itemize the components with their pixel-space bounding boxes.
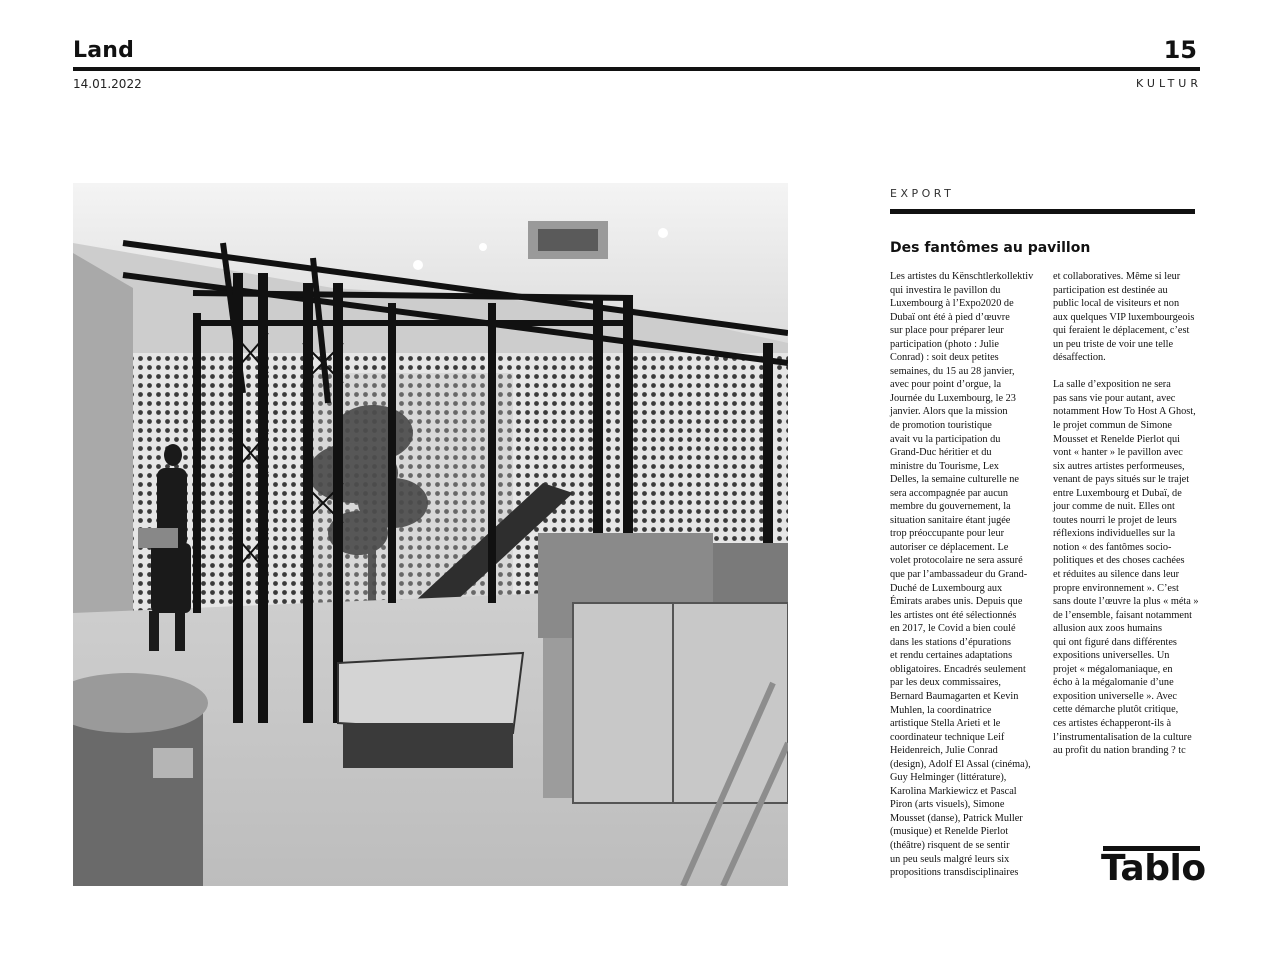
article-paragraph	[890, 270, 1040, 880]
article-line: de l’ensemble, faisant notamment	[1053, 609, 1192, 621]
article-line: vont « hanter » le pavillon avec	[1053, 447, 1183, 459]
article-line: écho à la mégalomanie d’une	[1053, 677, 1174, 689]
article-line: sans doute l’œuvre la plus « méta »	[1053, 596, 1199, 608]
masthead-name: Land	[73, 38, 135, 63]
article-line: Journée du Luxembourg, le 23	[890, 392, 1016, 404]
article-line: exposition universelle ». Avec	[1053, 690, 1177, 702]
article-line: propre environnement ». C’est	[1053, 582, 1179, 594]
article-line: dans les stations d’épurations	[890, 636, 1011, 648]
article-line: Mousset (danse), Patrick Muller	[890, 812, 1023, 824]
article-line: participation est destinée au	[1053, 284, 1168, 296]
article-column-1	[890, 270, 1040, 880]
article-line: de promotion touristique	[890, 420, 992, 432]
article-line: expositions universelles. Un	[1053, 650, 1170, 662]
article-line: politiques et des choses cachées	[1053, 555, 1185, 567]
article-line: obligatoires. Encadrés seulement	[890, 663, 1026, 675]
article-rubric: EXPORT	[890, 187, 955, 200]
article-line: allusion aux zoos humains	[1053, 623, 1162, 635]
article-line: désaffection.	[1053, 352, 1106, 364]
header-rule	[73, 67, 1200, 71]
article-line: venant de pays situés sur le trajet	[1053, 474, 1190, 486]
article-line: volet protocolaire ne sera assuré	[890, 555, 1023, 567]
page-number: 15	[1163, 36, 1197, 64]
article-line: Mousset et Renelde Pierlot qui	[1053, 433, 1180, 445]
article-line: par les deux commissaires,	[890, 677, 1001, 689]
article-line: toutes nourri le projet de leurs	[1053, 514, 1177, 526]
article-line: les artistes ont été sélectionnés	[890, 609, 1017, 621]
article-line: Piron (arts visuels), Simone	[890, 799, 1005, 811]
article-line: six autres artistes performeuses,	[1053, 460, 1185, 472]
article-line: Karolina Markiewicz et Pascal	[890, 785, 1017, 797]
article-line: Émirats arabes unis. Depuis que	[890, 596, 1023, 608]
article-line: qui ont figuré dans différentes	[1053, 636, 1177, 648]
article-line: entre Luxembourg et Dubaï, de	[1053, 487, 1182, 499]
article-line: ministre du Tourisme, Lex	[890, 460, 999, 472]
article-line: (design), Adolf El Assal (cinéma),	[890, 758, 1031, 770]
article-line: trop préoccupante pour leur	[890, 528, 1005, 540]
article-line: La salle d’exposition ne sera	[1053, 379, 1171, 391]
article-line: Conrad) : soit deux petites	[890, 352, 999, 364]
article-line: Bernard Baumagarten et Kevin	[890, 690, 1019, 702]
issue-date: 14.01.2022	[73, 77, 142, 91]
section-name: KULTUR	[1136, 77, 1202, 90]
article-line: membre du gouvernement, la	[890, 501, 1011, 513]
article-line: Muhlen, la coordinatrice	[890, 704, 992, 716]
article-paragraph	[1053, 270, 1203, 365]
article-line: participation (photo : Julie	[890, 338, 999, 350]
article-line: sera accompagnée par aucun	[890, 487, 1009, 499]
article-line: coordinateur technique Leif	[890, 731, 1005, 743]
article-line: semaines, du 15 au 28 janvier,	[890, 365, 1015, 377]
article-line: ces artistes échapperont-ils à	[1053, 718, 1172, 729]
article-photo	[73, 183, 788, 886]
article-line: et collaboratives. Même si leur	[1053, 271, 1181, 282]
article-line: jour comme de nuit. Elles ont	[1053, 501, 1175, 513]
article-line: Grand-Duc héritier et du	[890, 447, 992, 459]
article-line: notion « des fantômes socio-	[1053, 541, 1172, 553]
article-line: notamment How To Host A Ghost,	[1053, 406, 1196, 418]
article-line: Duché de Luxembourg aux	[890, 582, 1003, 594]
article-line: public local de visiteurs et non	[1053, 298, 1180, 310]
article-line: un peu seuls malgré leurs six	[890, 853, 1010, 865]
article-line: sur place pour préparer leur	[890, 325, 1004, 337]
article-line: Guy Helminger (littérature),	[890, 772, 1007, 784]
article-line: projet « mégalomaniaque, en	[1053, 663, 1173, 675]
rubric-rule	[890, 209, 1195, 214]
article-line: situation sanitaire étant jugée	[890, 514, 1011, 526]
article-line: Luxembourg à l’Expo2020 de	[890, 298, 1014, 310]
article-line: un peu triste de voir une telle	[1053, 338, 1174, 350]
article-line: qui investira le pavillon du	[890, 284, 1001, 296]
article-line: avait vu la participation du	[890, 433, 1001, 445]
article-line: que par l’ambassadeur du Grand-	[890, 569, 1028, 581]
article-line: qui feraient le déplacement, c’est	[1053, 325, 1190, 337]
article-line: (musique) et Renelde Pierlot	[890, 826, 1009, 838]
article-line: l’instrumentalisation de la culture	[1053, 731, 1192, 743]
article-line: avec pour point d’orgue, la	[890, 379, 1002, 391]
article-headline: Des fantômes au pavillon	[890, 240, 1091, 256]
tablo-logo: Tablo	[1101, 848, 1206, 889]
article-line: artistique Stella Arieti et le	[890, 718, 1001, 730]
article-line: aux quelques VIP luxembourgeois	[1053, 311, 1195, 323]
article-line: et rendu certaines adaptations	[890, 650, 1013, 662]
article-line: et réduites au silence dans leur	[1053, 568, 1180, 580]
article-line: autoriser ce déplacement. Le	[890, 541, 1009, 553]
article-line: (théâtre) risquent de se sentir	[890, 839, 1010, 851]
article-paragraph	[1053, 378, 1203, 757]
article-line: en 2017, le Covid a bien coulé	[890, 623, 1016, 635]
article-line: Delles, la semaine culturelle ne	[890, 474, 1019, 486]
article-line: réflexions individuelles sur la	[1053, 528, 1176, 540]
article-line: le projet commun de Simone	[1053, 419, 1172, 431]
article-line: Les artistes du Kënschtlerkollektiv	[890, 271, 1034, 282]
article-line: au profit du nation branding ? tc	[1053, 745, 1186, 757]
article-line: pas sans vie pour autant, avec	[1053, 392, 1176, 404]
article-line: janvier. Alors que la mission	[890, 406, 1008, 418]
article-column-2	[1053, 270, 1203, 758]
article-line: cette démarche plutôt critique,	[1053, 704, 1179, 716]
article-line: Dubaï ont été à pied d’œuvre	[890, 311, 1010, 323]
article-line: Heidenreich, Julie Conrad	[890, 745, 998, 757]
article-line: propositions transdisciplinaires	[890, 867, 1019, 879]
